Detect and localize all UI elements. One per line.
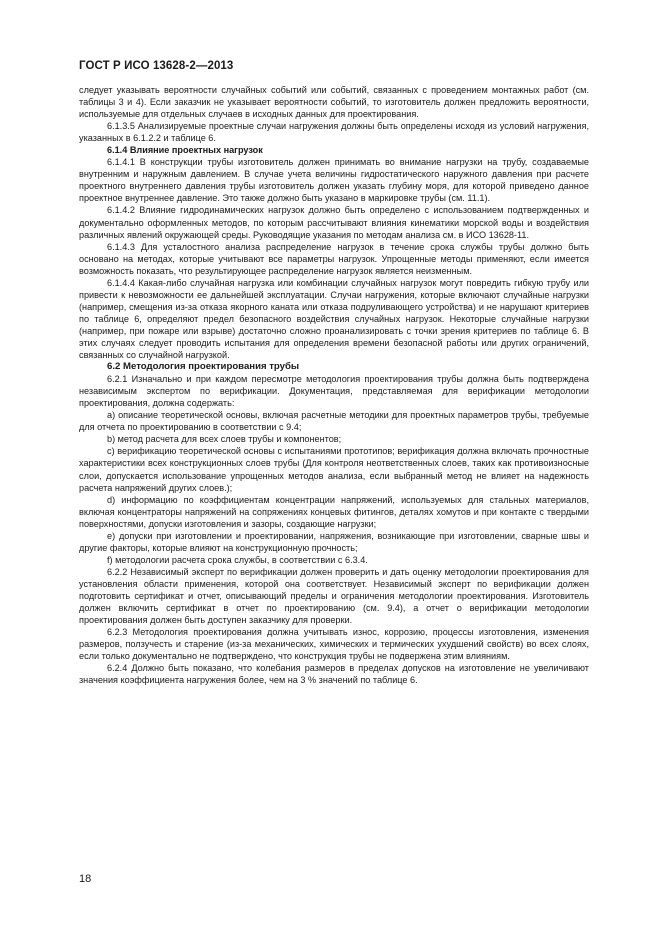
paragraph-6-2-4: 6.2.4 Должно быть показано, что колебания размеров в пределах допусков на изготовление не увеличивают значения коэффициента нагружения более, чем на 3 % значений по таблице 6. bbox=[79, 663, 589, 686]
list-item-f: f) методологии расчета срока службы, в соответствии с 6.3.4. bbox=[107, 554, 368, 565]
paragraph-6-2-3: 6.2.3 Методология проектирования должна учитывать износ, коррозию, процессы изготовления, изменения размеров, ползучесть и старение (из-за механических, химических и термических ухудшений свойств) во всех слоях, если только документально не подтверждено, что конструкция трубы не подвержена этим влияниям. bbox=[79, 627, 589, 662]
list-item-c: c) верификацию теоретической основы с испытаниями прототипов; верификация должна включать прочностные характеристики всех конструкционных слоев трубы (Для контроля неответственных слоев, таких как противоизносные слои, допускается использование упрощенных методов анализа, если выбранный метод не влияет на надежность расчета напряжений других слоев.); bbox=[79, 446, 589, 493]
paragraph-6-2-1: 6.2.1 Изначально и при каждом пересмотре методология проектирования трубы должна быть подтверждена независимым экспертом по верификации. Документация, представляемая для верификации методологии проектирования, должна содержать: bbox=[79, 374, 589, 409]
list-item-d: d) информацию по коэффициентам концентрации напряжений, используемых для стальных материалов, включая концентраторы напряжений на сопряжениях концевых фитингов, деталях хомутов и при контакте с твердыми поверхностями, допуски изготовления и зазоры, создающие нагрузки; bbox=[79, 494, 589, 529]
page-number: 18 bbox=[79, 873, 92, 885]
list-item-b: b) метод расчета для всех слоев трубы и компонентов; bbox=[107, 434, 342, 445]
paragraph-continuation: следует указывать вероятности случайных событий или событий, связанных с проведением монтажных работ (см. таблицы 3 и 4). Если заказчик не указывает вероятности событий, то изготовитель должен предложить вероятности, используемые для отдельных случаев в исходных данных для проектирования. bbox=[79, 85, 589, 120]
paragraph-6-1-4-1: 6.1.4.1 В конструкции трубы изготовитель должен принимать во внимание нагрузки на трубу, создаваемые внутренним и наружным давлением. В случае учета величины гидростатического наружного давления при расчете проектного внутреннего давления трубы изготовитель должен указать глубину моря, для которой приведено данное проектное внутреннее давление. Это также должно быть указано в маркировке трубы (см. 11.1). bbox=[79, 157, 589, 204]
document-body bbox=[79, 84, 589, 686]
list-item-a: а) описание теоретической основы, включая расчетные методики для проектных параметров трубы, требуемые для отчета по проектированию в соответствии с 9.4; bbox=[79, 410, 589, 433]
list-item-e: е) допуски при изготовлении и проектировании, напряжения, возникающие при изготовлении, сварные швы и другие факторы, которые влияют на конструкционную прочность; bbox=[79, 530, 589, 553]
paragraph-6-1-3-5: 6.1.3.5 Анализируемые проектные случаи нагружения должны быть определены исходя из условий нагружения, указанных в 6.1.2.2 и таблице 6. bbox=[79, 121, 589, 144]
paragraph-6-1-4-4: 6.1.4.4 Какая-либо случайная нагрузка или комбинации случайных нагрузок могут повредить гибкую трубу или привести к невозможности ее дальнейшей эксплуатации. Случаи нагружения, которые включают случайные нагрузки (например, смещения из-за отказа якорного каната или отказа подруливающего устройства) и не нарушают критериев по таблице 6, определяют предел безопасного воздействия случайных нагрузок. Некоторые случайные нагрузки (например, при пожаре или взрыве) достаточно сложно проанализировать с точки зрения критериев по таблице 6. В этих случаях следует проводить испытания для определения времени безопасной работы или других ограничений, связанных со случайной нагрузкой. bbox=[79, 277, 589, 361]
paragraph-6-1-4-3: 6.1.4.3 Для усталостного анализа распределение нагрузок в течение срока службы трубы должно быть основано на методах, которые учитывают все параметры нагрузок. Упрощенные методы применяют, если имеется возможность показать, что результирующее распределение нагрузок является неизменным. bbox=[79, 241, 589, 276]
section-heading-6-2: 6.2 Методология проектирования трубы bbox=[107, 361, 300, 373]
standard-header: ГОСТ Р ИСО 13628-2—2013 bbox=[79, 60, 234, 72]
paragraph-6-1-4-2: 6.1.4.2 Влияние гидродинамических нагрузок должно быть определено с использованием подтвержденных и документально оформленных методов, по которым рассчитывают влияния кинематики морской воды и воздействия различных явлений окружающей среды. Руководящие указания по методам анализа см. в ИСО 13628-11. bbox=[79, 205, 589, 240]
paragraph-6-2-2: 6.2.2 Независимый эксперт по верификации должен проверить и дать оценку методологии проектирования для установления области применения, которой она соответствует. Независимый эксперт по верификации должен подготовить сертификат и отчет, описывающий пределы и ограничения методологии проектирования. Изготовитель должен включить сертификат в отчет по проектированию (см. 9.4), а отчет о верификации методологии проектирования должен быть доступен заказчику для проверки. bbox=[79, 566, 589, 626]
section-heading-6-1-4: 6.1.4 Влияние проектных нагрузок bbox=[107, 145, 263, 156]
